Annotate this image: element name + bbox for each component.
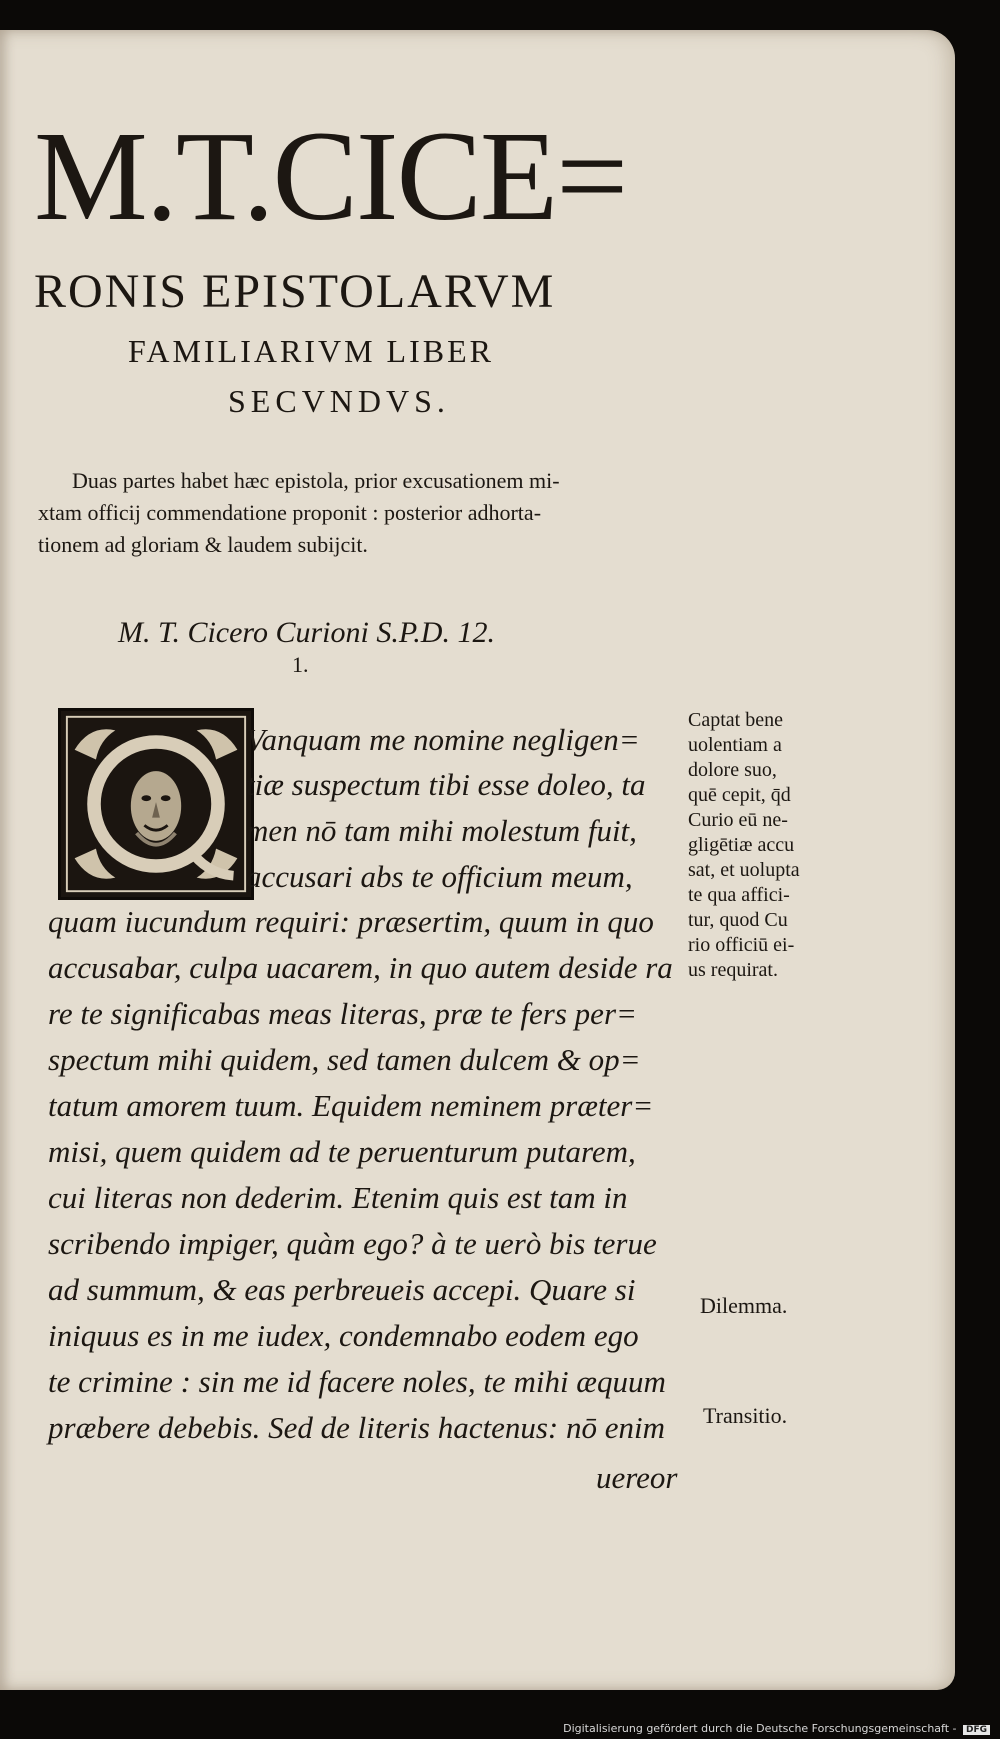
margin-note-line: Curio eū ne- xyxy=(688,809,788,831)
title-line-4: SECVNDVS. xyxy=(228,383,450,419)
dfg-logo: DFG xyxy=(963,1725,990,1735)
margin-notes xyxy=(688,708,838,983)
body-line: accusari abs te officium meum, xyxy=(246,859,633,894)
body-line: iniquus es in me iudex, condemnabo eodem ego xyxy=(48,1318,639,1353)
margin-note-line: gligētiæ accu xyxy=(688,834,795,856)
body-line: accusabar, culpa uacarem, in quo autem deside ra xyxy=(48,950,673,985)
body-line: men nō tam mihi molestum fuit, xyxy=(246,813,637,848)
title-line-1: M.T.CICE= xyxy=(34,105,627,247)
body-line: præbere debebis. Sed de literis hactenus: nō enim xyxy=(48,1410,666,1445)
body-line: scribendo impiger, quàm ego? à te uerò bis terue xyxy=(48,1226,657,1261)
margin-note-line: sat, et uolupta xyxy=(688,859,800,881)
letter-heading: M. T. Cicero Curioni S.P.D. 12. xyxy=(118,616,495,649)
body-line: ad summum, & eas perbreueis accepi. Quare si xyxy=(48,1272,636,1307)
body-line: Vanquam me nomine negligen= xyxy=(246,722,640,757)
credit-text: Digitalisierung gefördert durch die Deutsche Forschungsgemeinschaft - xyxy=(563,1722,957,1735)
body-line: spectum mihi quidem, sed tamen dulcem & op= xyxy=(48,1042,641,1077)
margin-note-dilemma: Dilemma. xyxy=(700,1293,788,1318)
ornament-initial-icon xyxy=(61,711,251,897)
summary-line: tionem ad gloriam & laudem subijcit. xyxy=(38,532,368,557)
argument-summary xyxy=(38,465,668,561)
summary-line: xtam officij commendatione proponit : posterior adhorta- xyxy=(38,500,542,525)
digitization-credit xyxy=(563,1722,990,1735)
margin-note-line: quē cepit, q̄d xyxy=(688,784,791,806)
margin-note-line: te qua affici- xyxy=(688,884,790,906)
margin-note-line: uolentiam a xyxy=(688,734,782,756)
body-line: cui literas non dederim. Etenim quis est tam in xyxy=(48,1180,628,1215)
title-line-3: FAMILIARIVM LIBER xyxy=(128,333,494,369)
margin-note-line: Captat bene xyxy=(688,709,783,731)
title-line-2: RONIS EPISTOLARVM xyxy=(34,265,556,318)
summary-line: Duas partes habet hæc epistola, prior excusationem mi- xyxy=(72,468,560,493)
letter-heading-number: 1. xyxy=(292,652,309,677)
margin-note-line: dolore suo, xyxy=(688,759,777,781)
body-line: tatum amorem tuum. Equidem neminem præter= xyxy=(48,1088,654,1123)
body-line: te crimine : sin me id facere noles, te mihi æquum xyxy=(48,1364,666,1399)
margin-note-line: tur, quod Cu xyxy=(688,909,788,931)
body-line: misi, quem quidem ad te peruenturum putarem, xyxy=(48,1134,636,1169)
body-line: quam iucundum requiri: præsertim, quum in quo xyxy=(48,904,654,939)
margin-note-transitio: Transitio. xyxy=(703,1403,788,1428)
body-line: tiæ suspectum tibi esse doleo, ta xyxy=(246,767,646,802)
body-line: re te significabas meas literas, præ te fers per= xyxy=(48,996,637,1031)
decorated-initial-q xyxy=(58,708,254,900)
margin-note-line: rio officiū ei- xyxy=(688,934,795,956)
catchword: uereor xyxy=(596,1460,678,1495)
book-page xyxy=(0,30,955,1690)
margin-note-line: us requirat. xyxy=(688,959,778,981)
